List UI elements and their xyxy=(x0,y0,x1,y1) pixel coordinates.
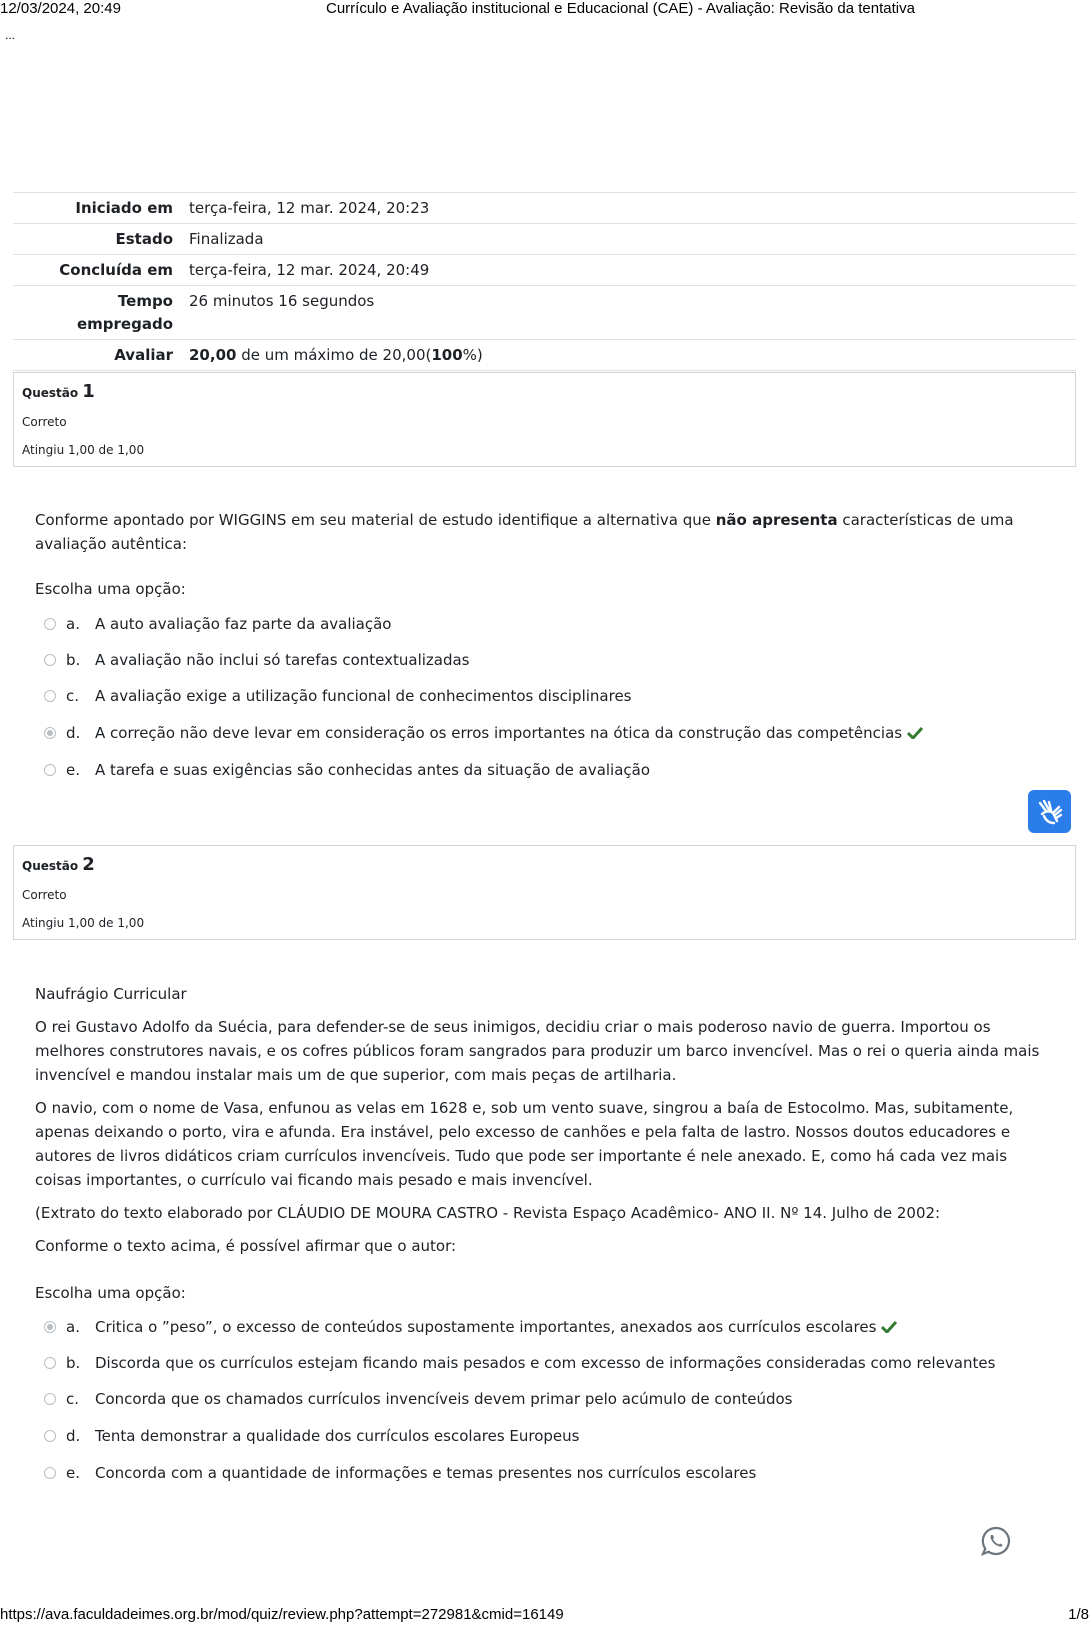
grade-percent: 100 xyxy=(431,346,463,364)
question-grade: Atingiu 1,00 de 1,00 xyxy=(22,916,145,930)
question-number-value: 1 xyxy=(82,381,95,402)
grade-label: Avaliar xyxy=(13,340,181,371)
question-2-text xyxy=(35,982,1055,1267)
question-state: Correto xyxy=(22,888,67,902)
sign-language-icon xyxy=(1028,790,1071,833)
question-label: Questão xyxy=(22,386,79,400)
option-letter: b. xyxy=(66,1354,81,1372)
radio-button[interactable] xyxy=(44,1467,56,1479)
statement-part: características de uma avaliação autêntica: xyxy=(35,511,1014,553)
time-value: 26 minutos 16 segundos xyxy=(181,286,1076,340)
radio-button[interactable] xyxy=(44,1357,56,1369)
question-label: Questão xyxy=(22,859,79,873)
ellipsis: ... xyxy=(5,28,16,42)
question-1-info xyxy=(13,372,1076,467)
completed-label: Concluída em xyxy=(13,255,181,286)
option-letter: b. xyxy=(66,651,81,669)
option-text: Concorda que os chamados currículos invencíveis devem primar pelo acúmulo de conteúdos xyxy=(95,1390,793,1408)
radio-button-selected[interactable] xyxy=(44,1321,56,1333)
question-grade: Atingiu 1,00 de 1,00 xyxy=(22,443,145,457)
completed-value: terça-feira, 12 mar. 2024, 20:49 xyxy=(181,255,1076,286)
option-letter: d. xyxy=(66,1427,81,1445)
statement-part: Conforme apontado por WIGGINS em seu material de estudo identifique a alternativa que xyxy=(35,511,716,529)
whatsapp-icon xyxy=(980,1525,1012,1557)
started-value: terça-feira, 12 mar. 2024, 20:23 xyxy=(181,193,1076,224)
sign-language-button[interactable] xyxy=(1028,790,1071,833)
question-2-paragraph: O navio, com o nome de Vasa, enfunou as velas em 1628 e, sob um vento suave, singrou a baía de Estocolmo. Mas, subitamente, apenas deixando o porto, vira e afunda. Era instável, pelo excesso de canhões e pela falta de lastro. Nossos doutos educadores e autores de livros didáticos criam currículos invencíveis. Tudo que pode ser importante é nele anexado. E, como há cada vez mais coisas importantes, o currículo vai ficando mais pesado e mais invencível. xyxy=(35,1099,1014,1189)
statement-bold: não apresenta xyxy=(715,511,838,529)
summary-row-started xyxy=(13,193,1076,224)
option-text: A tarefa e suas exigências são conhecidas antes da situação de avaliação xyxy=(95,761,651,779)
option-text: Critica o ”peso”, o excesso de conteúdos supostamente importantes, anexados aos currículos escolares xyxy=(95,1318,877,1336)
question-2-heading: Naufrágio Curricular xyxy=(35,985,187,1003)
question-2-info xyxy=(13,845,1076,940)
summary-row-grade xyxy=(13,340,1076,371)
option-letter: e. xyxy=(66,761,80,779)
print-footer xyxy=(0,1606,1089,1626)
radio-button[interactable] xyxy=(44,1393,56,1405)
question-1-prompt: Escolha uma opção: xyxy=(35,580,186,598)
option-text: Concorda com a quantidade de informações e temas presentes nos currículos escolares xyxy=(95,1464,757,1482)
option-letter: a. xyxy=(66,1318,80,1336)
started-label: Iniciado em xyxy=(13,193,181,224)
whatsapp-button[interactable] xyxy=(980,1525,1012,1557)
question-1-text xyxy=(35,508,1055,565)
radio-button[interactable] xyxy=(44,1430,56,1442)
option-text-wrap xyxy=(95,724,923,742)
option-text: A avaliação exige a utilização funcional de conhecimentos disciplinares xyxy=(95,687,632,705)
state-value: Finalizada xyxy=(181,224,1076,255)
question-2-statement: Conforme o texto acima, é possível afirmar que o autor: xyxy=(35,1237,457,1255)
time-label: Tempo empregado xyxy=(13,286,181,340)
question-2-prompt: Escolha uma opção: xyxy=(35,1284,186,1302)
summary-row-completed xyxy=(13,255,1076,286)
radio-button[interactable] xyxy=(44,654,56,666)
option-letter: a. xyxy=(66,615,80,633)
question-number xyxy=(22,854,95,875)
grade-score: 20,00 xyxy=(189,346,237,364)
question-2-citation: (Extrato do texto elaborado por CLÁUDIO DE MOURA CASTRO - Revista Espaço Acadêmico- ANO II. Nº 14. Julho de 2002: xyxy=(35,1204,941,1222)
option-letter: c. xyxy=(66,1390,80,1408)
question-number-value: 2 xyxy=(82,854,95,875)
radio-button[interactable] xyxy=(44,764,56,776)
question-number xyxy=(22,381,95,402)
option-letter: c. xyxy=(66,687,80,705)
radio-button[interactable] xyxy=(44,618,56,630)
print-url: https://ava.faculdadeimes.org.br/mod/quiz/review.php?attempt=272981&cmid=16149 xyxy=(0,1606,564,1623)
question-1-statement xyxy=(35,508,1055,556)
summary-row-time xyxy=(13,286,1076,340)
option-text: Discorda que os currículos estejam ficando mais pesados e com excesso de informações consideradas como relevantes xyxy=(95,1354,996,1372)
grade-end: %) xyxy=(462,346,483,364)
radio-button-selected[interactable] xyxy=(44,727,56,739)
check-icon xyxy=(881,1320,897,1333)
print-header xyxy=(0,0,1089,20)
option-text-wrap xyxy=(95,1318,897,1336)
option-text: A correção não deve levar em consideração os erros importantes na ótica da construção das competências xyxy=(95,724,903,742)
check-icon xyxy=(907,726,923,739)
print-datetime: 12/03/2024, 20:49 xyxy=(0,0,121,17)
option-text: A avaliação não inclui só tarefas contextualizadas xyxy=(95,651,470,669)
print-page-title: Currículo e Avaliação institucional e Educacional (CAE) - Avaliação: Revisão da tentativa xyxy=(326,0,915,17)
question-2-paragraph: O rei Gustavo Adolfo da Suécia, para defender-se de seus inimigos, decidiu criar o mais poderoso navio de guerra. Importou os melhores construtores navais, e os cofres públicos foram sangrados para produzir um barco invencível. Mas o rei o queria ainda mais invencível e mandou instalar mais um de que superior, com mais peças de artilharia. xyxy=(35,1018,1040,1084)
grade-value xyxy=(181,340,1076,371)
grade-mid: de um máximo de 20,00( xyxy=(236,346,432,364)
summary-row-state xyxy=(13,224,1076,255)
option-letter: e. xyxy=(66,1464,80,1482)
attempt-summary-table xyxy=(13,192,1076,371)
option-text: A auto avaliação faz parte da avaliação xyxy=(95,615,392,633)
radio-button[interactable] xyxy=(44,690,56,702)
state-label: Estado xyxy=(13,224,181,255)
option-letter: d. xyxy=(66,724,81,742)
question-state: Correto xyxy=(22,415,67,429)
option-text: Tenta demonstrar a qualidade dos currículos escolares Europeus xyxy=(95,1427,580,1445)
print-page-number: 1/8 xyxy=(1068,1606,1089,1623)
